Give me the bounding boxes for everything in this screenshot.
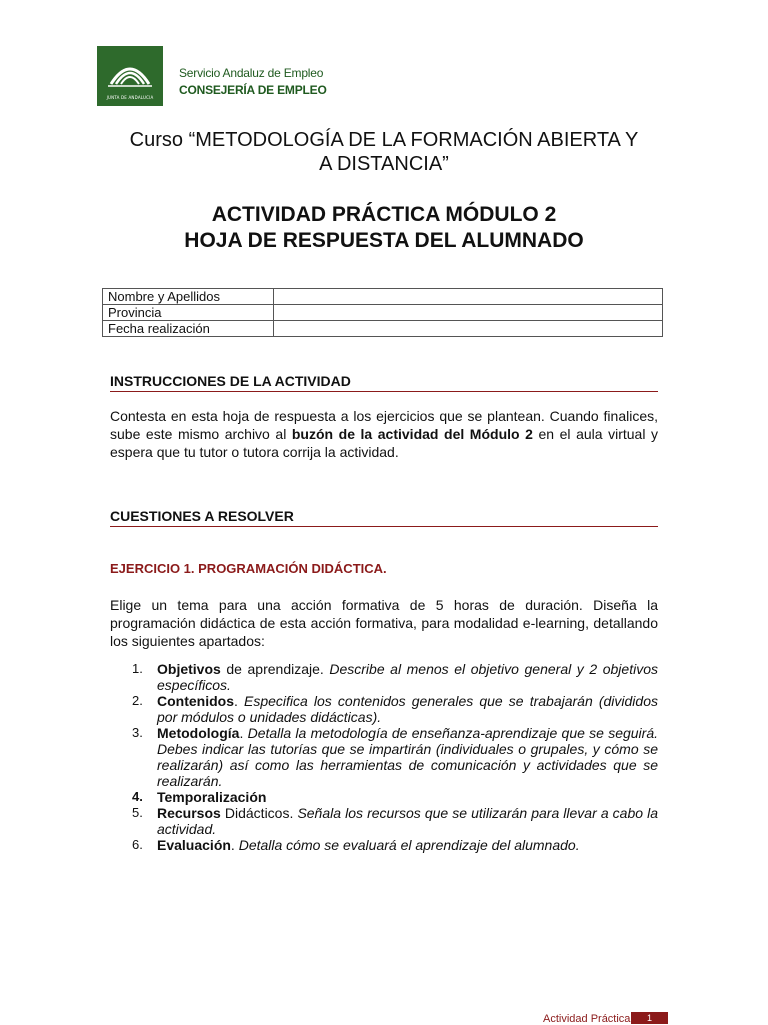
list-item bbox=[110, 693, 658, 725]
province-label: Provincia bbox=[103, 305, 274, 321]
exercise-title: EJERCICIO 1. PROGRAMACIÓN DIDÁCTICA. bbox=[110, 561, 387, 576]
course-title bbox=[80, 128, 688, 176]
logo-caption: JUNTA DE ANDALUCIA bbox=[106, 95, 154, 100]
list-item-number: 4. bbox=[132, 789, 143, 804]
list-item-text: de aprendizaje. bbox=[220, 661, 330, 677]
org-name: Servicio Andaluz de Empleo bbox=[179, 66, 324, 80]
list-item-title: Contenidos bbox=[157, 693, 234, 709]
questions-heading: CUESTIONES A RESOLVER bbox=[110, 508, 658, 527]
list-item bbox=[110, 789, 658, 805]
instructions-text-start: Contesta en esta hoja de respuesta a los ejercicios que se plantean. Cuando finalices, sube este mismo archivo al bbox=[110, 408, 658, 442]
activity-title-line1: ACTIVIDAD PRÁCTICA MÓDULO 2 bbox=[211, 203, 557, 226]
list-item-number: 6. bbox=[132, 837, 143, 852]
department-name: CONSEJERÍA DE EMPLEO bbox=[179, 83, 327, 97]
list-item bbox=[110, 725, 658, 789]
table-row bbox=[103, 305, 663, 321]
list-item-detail: Detalla cómo se evaluará el aprendizaje del alumnado. bbox=[238, 837, 580, 853]
task-list bbox=[110, 661, 658, 853]
list-item bbox=[110, 837, 658, 853]
list-item-text: . bbox=[230, 837, 239, 853]
page-number-badge: 1 bbox=[631, 1012, 668, 1024]
table-row bbox=[103, 321, 663, 337]
list-item-title: Temporalización bbox=[157, 789, 267, 805]
exercise-intro: Elige un tema para una acción formativa de 5 horas de duración. Diseña la programación didáctica de esta acción formativa, para modalidad e-learning, detallando los siguientes apartados: bbox=[110, 597, 658, 649]
list-item-text: . bbox=[239, 725, 248, 741]
course-title-line2: A DISTANCIA” bbox=[319, 153, 449, 175]
footer-label: Actividad Práctica bbox=[543, 1013, 631, 1025]
list-item bbox=[110, 661, 658, 693]
date-field[interactable] bbox=[274, 321, 663, 337]
list-item-number: 1. bbox=[132, 661, 143, 676]
date-label: Fecha realización bbox=[103, 321, 274, 337]
instructions-text-end: en el aula virtual y espera que tu tutor o tutora corrija la actividad. bbox=[110, 426, 658, 460]
list-item-text: Didácticos. bbox=[220, 805, 298, 821]
table-row bbox=[103, 289, 663, 305]
list-item-detail: Señala los recursos que se utilizarán para llevar a cabo la actividad. bbox=[157, 805, 659, 837]
list-item-number: 5. bbox=[132, 805, 143, 820]
list-item-title: Metodología bbox=[157, 725, 240, 741]
list-item-detail: Describe al menos el objetivo general y 2 objetivos específicos. bbox=[157, 661, 658, 693]
student-name-label: Nombre y Apellidos bbox=[103, 289, 274, 305]
province-field[interactable] bbox=[274, 305, 663, 321]
list-item-title: Objetivos bbox=[157, 661, 221, 677]
instructions-text bbox=[110, 407, 658, 461]
course-title-line1: Curso “METODOLOGÍA DE LA FORMACIÓN ABIERTA Y bbox=[129, 129, 639, 151]
list-item-text: . bbox=[234, 693, 244, 709]
list-item-detail: Especifica los contenidos generales que se trabajarán (divididos por módulos o unidades didácticas). bbox=[157, 693, 658, 725]
activity-title bbox=[80, 202, 688, 254]
list-item-title: Recursos bbox=[157, 805, 221, 821]
list-item-detail: Detalla la metodología de enseñanza-aprendizaje que se seguirá. Debes indicar las tutorías que se impartirán (individuales o grupales, y cómo se realizarán) así como las herramientas de comunicación y actividades que se realizarán. bbox=[157, 725, 658, 789]
student-info-table bbox=[102, 288, 663, 337]
list-item-number: 2. bbox=[132, 693, 143, 708]
list-item bbox=[110, 805, 658, 837]
list-item-number: 3. bbox=[132, 725, 143, 740]
activity-title-line2: HOJA DE RESPUESTA DEL ALUMNADO bbox=[184, 229, 584, 252]
list-item-title: Evaluación bbox=[157, 837, 231, 853]
student-name-field[interactable] bbox=[274, 289, 663, 305]
instructions-text-bold: buzón de la actividad del Módulo 2 bbox=[291, 426, 533, 442]
instructions-heading: INSTRUCCIONES DE LA ACTIVIDAD bbox=[110, 373, 658, 392]
junta-andalucia-logo bbox=[97, 46, 163, 106]
